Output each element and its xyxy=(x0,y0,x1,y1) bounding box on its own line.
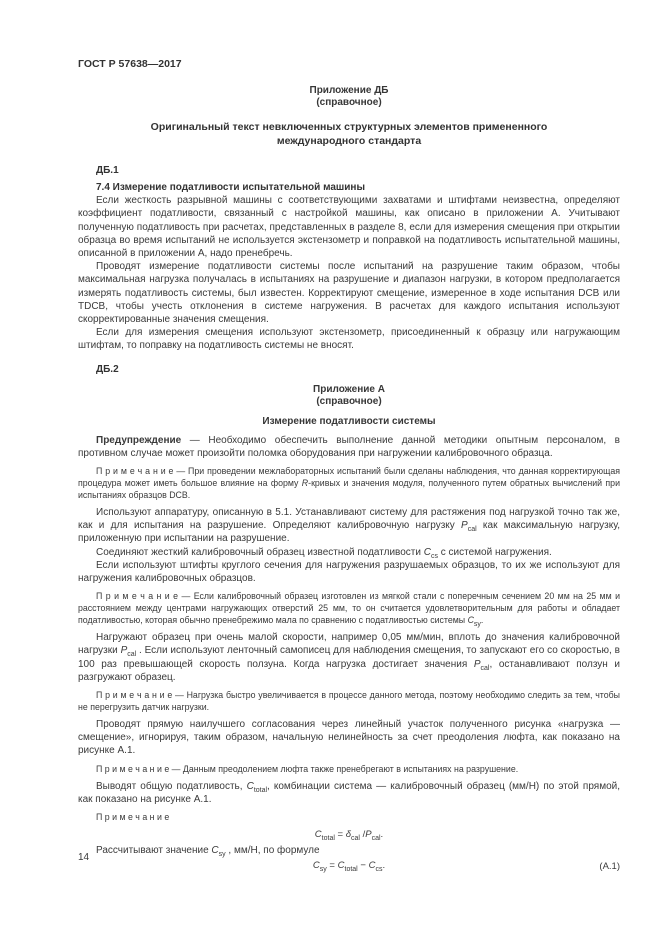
annex-db-label: Приложение ДБ xyxy=(309,85,389,96)
clause-db2: ДБ.2 xyxy=(96,363,119,375)
note-5-label: П р и м е ч а н и е xyxy=(96,812,170,823)
note-4: П р и м е ч а н и е — Данным преодолением люфта также пренебрегают в испытаниях на разрушение. xyxy=(96,763,519,774)
warning-paragraph: Предупреждение — Необходимо обеспечить выполнение данной методики опытным персоналом, в противном случае может произойти поломка оборудования при нагружении калибровочного образца. xyxy=(78,434,620,459)
annex-a-title: Измерение податливости системы xyxy=(262,415,436,427)
paragraph-db-2: Проводят измерение податливости системы после испытаний на разрушение таким образом, чтобы максимальная нагрузка получалась в испытаниях на разрушение и диапазон нагрузки, в котором предполагается измерять податливость системы, был известен. Корректируют смещение, измеренное в ходе испытания DCB или TDCB, чтобы учесть отклонения в системе нагружения. В расчетах для каждого испытания используют скорректированные значения смещения. xyxy=(78,261,620,326)
paragraph-a-5: Проводят прямую наилучшего согласования через линейный участок полученного рисунка «нагрузка — смещение», игнорируя, таким образом, начальную нелинейность за счет преодоления люфта, как показано на рисунке А.1. xyxy=(78,719,620,757)
paragraph-a-1: Используют аппаратуру, описанную в 5.1. Устанавливают систему для растяжения под нагрузкой точно так же, как и для испытания на разрушение. Определяют калибровочную нагрузку $P_{cal}$ как максимальную нагрузку, приложенную при испытании на разрушение. xyxy=(78,507,620,545)
paragraph-a-4: Нагружают образец при очень малой скорости, например 0,05 мм/мин, вплоть до значения калибровочной нагрузки $P_{cal}$ . Если используют ленточный самописец для наблюдения смещения, то запускают его со скоростью, в 100 раз превышающей скорость ползуна. Когда нагрузка достигает значения $P_{cal}$, останавливают ползун и разгружают образец. xyxy=(78,632,620,683)
paragraph-a-7: Рассчитывают значение $C_{sy}$ , мм/Н, по формуле xyxy=(96,845,320,859)
formula-csy-body: $C_{sy} = C_{total} - C_{cs}$. xyxy=(312,860,386,874)
paragraph-a-3: Если используют штифты круглого сечения для нагружения разрушаемых образцов, то их же используют для нагружения калибровочных образцов. xyxy=(78,559,620,585)
annex-db-kind: (справочное) xyxy=(316,97,382,108)
formula-csy xyxy=(78,859,620,873)
paragraph-a-6: Выводят общую податливость, $C_{total}$, комбинации система — калибровочный образец (мм/Н) по этой прямой, как показано на рисунке А.1. xyxy=(78,780,620,805)
annex-a-kind: (справочное) xyxy=(316,395,382,407)
note-3: П р и м е ч а н и е — Нагрузка быстро увеличивается в процессе данного метода, поэтому необходимо следить за тем, чтобы не перегрузить датчик нагрузки. xyxy=(78,690,620,713)
page-number: 14 xyxy=(78,852,90,863)
paragraph-db-3: Если для измерения смещения используют экстензометр, присоединенный к образцу или нагружающим штифтам, то поправку на податливость системы не вносят. xyxy=(78,327,620,352)
paragraph-a-2: Соединяют жесткий калибровочный образец известной податливости $C_{cs}$ с системой нагружения. xyxy=(96,546,552,560)
note-2: П р и м е ч а н и е — Если калибровочный образец изготовлен из мягкой стали с поперечным сечением 20 мм на 25 мм и расстоянием между центрами нагружающих отверстий 25 мм, то он считается удовлетворительным для работы и обладает податливостью, которая обычно пренебрежимо мала по сравнению с податливостью системы $C_{sy}$. xyxy=(78,591,620,629)
heading-7-4: 7.4 Измерение податливости испытательной машины xyxy=(96,182,365,193)
note-1: П р и м е ч а н и е — При проведении межлабораторных испытаний были сделаны наблюдения, что данная корректирующая процедура может иметь большое влияние на форму R-кривых и значения модуля, полученного путем обратных вычислений при испытаниях образцов DCB. xyxy=(78,466,620,501)
clause-db1: ДБ.1 xyxy=(96,165,119,176)
doc-header: ГОСТ Р 57638—2017 xyxy=(78,58,182,70)
formula-ctotal: $C_{total} = \delta_{cal}$ $/P_{cal}$. xyxy=(314,829,384,842)
equation-number: (А.1) xyxy=(599,861,620,873)
paragraph-db-1: Если жесткость разрывной машины с соответствующими захватами и штифтами неизвестна, определяют коэффициент податливости, связанный с настройкой машины, как описано в приложении А. Учитывают полученную податливость при расчетах, представленных в разделе 8, если для измерения смещения при открытии образца во время испытаний не используется экстензометр и поправкой на податливость испытательной машины, описанной в приложении А, надо пренебречь. xyxy=(78,195,620,260)
annex-db-title: Оригинальный текст невключенных структурных элементов примененного международного стандарта xyxy=(150,121,548,147)
annex-a-label: Приложение А xyxy=(313,383,385,395)
